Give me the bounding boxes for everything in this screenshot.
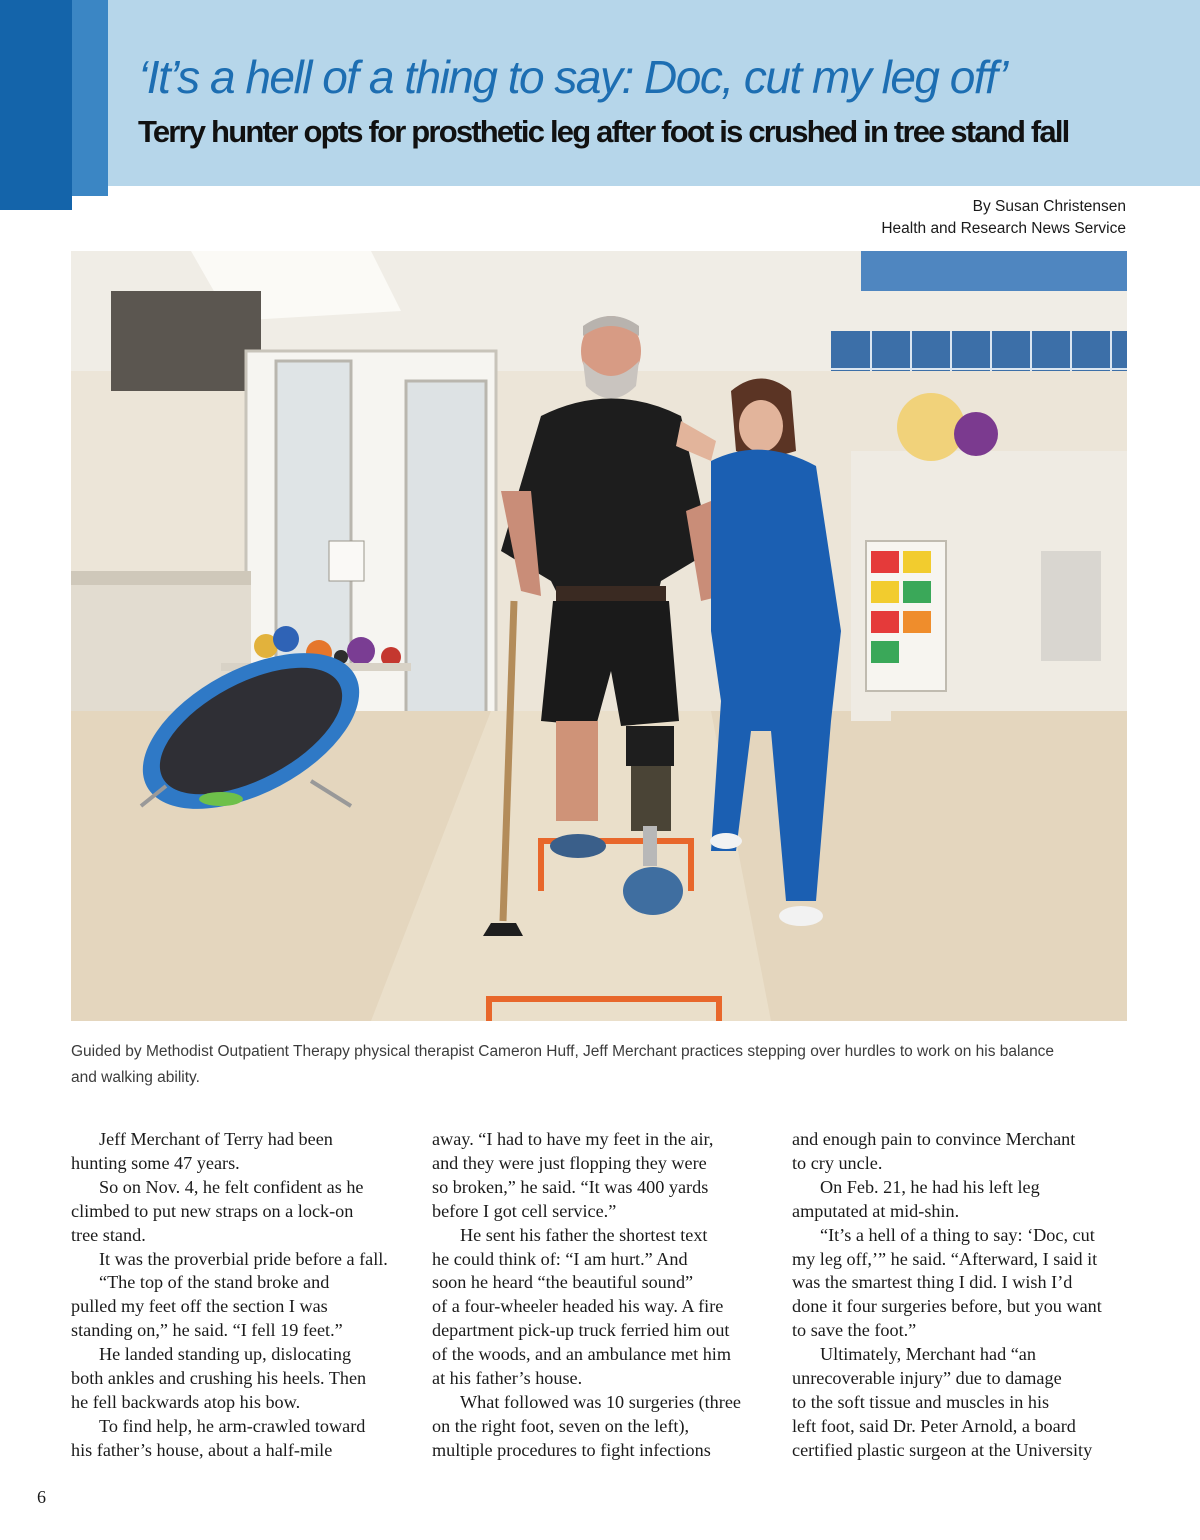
article-text-line: his father’s house, about a half-mile — [71, 1439, 333, 1460]
article-text-line: to the soft tissue and muscles in his — [792, 1391, 1050, 1412]
article-text-line: It was the proverbial pride before a fall. — [99, 1248, 388, 1269]
article-text-line: He landed standing up, dislocating — [99, 1344, 352, 1365]
article-text-line: both ankles and crushing his heels. Then — [71, 1368, 367, 1389]
article-text-line: and they were just flopping they were — [432, 1152, 707, 1173]
article-text-line: done it four surgeries before, but you want — [792, 1296, 1102, 1317]
photo-caption — [71, 1039, 1127, 1091]
byline-organization: Health and Research News Service — [881, 220, 1126, 237]
article-column-1 — [71, 1128, 416, 1463]
article-text-line: on the right foot, seven on the left), — [432, 1415, 690, 1436]
article-column-3 — [792, 1128, 1137, 1463]
caption-line: and walking ability. — [71, 1069, 200, 1086]
article-text-line: unrecoverable injury” due to damage — [792, 1368, 1062, 1389]
article-text-line: of the woods, and an ambulance met him — [432, 1344, 732, 1365]
article-text-line: certified plastic surgeon at the University — [792, 1439, 1093, 1460]
article-text-line: at his father’s house. — [432, 1368, 583, 1389]
article-text-line: was the smartest thing I did. I wish I’d — [792, 1272, 1073, 1293]
article-text-line: so broken,” he said. “It was 400 yards — [432, 1176, 709, 1197]
article-text-line: and enough pain to convince Merchant — [792, 1129, 1076, 1149]
article-text-line: “The top of the stand broke and — [99, 1272, 330, 1293]
article-text-line: tree stand. — [71, 1224, 146, 1245]
article-text-line: pulled my feet off the section I was — [71, 1296, 328, 1317]
header-accent-bar-dark — [0, 0, 72, 210]
byline-author: By Susan Christensen — [972, 198, 1126, 215]
article-text-line: He sent his father the shortest text — [460, 1224, 708, 1245]
article-text-line: Jeff Merchant of Terry had been — [99, 1129, 333, 1149]
article-headline: Terry hunter opts for prosthetic leg after foot is crushed in tree stand fall — [138, 114, 1069, 149]
article-text-line: away. “I had to have my feet in the air, — [432, 1129, 714, 1149]
article-kicker: ‘It’s a hell of a thing to say: Doc, cut my leg off’ — [138, 51, 1007, 103]
article-text-line: On Feb. 21, he had his left leg — [820, 1176, 1040, 1197]
article-text-line: to cry uncle. — [792, 1152, 883, 1173]
article-text-line: So on Nov. 4, he felt confident as he — [99, 1176, 364, 1197]
article-text-line: What followed was 10 surgeries (three — [460, 1391, 741, 1412]
article-text-line: standing on,” he said. “I fell 19 feet.” — [71, 1320, 343, 1341]
article-text-line: To find help, he arm-crawled toward — [99, 1415, 366, 1436]
article-text-line: “It’s a hell of a thing to say: ‘Doc, cut — [820, 1224, 1095, 1245]
article-photo — [71, 251, 1127, 1021]
page-number: 6 — [37, 1487, 46, 1507]
article-text-line: multiple procedures to fight infections — [432, 1439, 711, 1460]
article-text-line: Ultimately, Merchant had “an — [820, 1344, 1036, 1365]
article-text-line: amputated at mid-shin. — [792, 1200, 960, 1221]
article-text-line: to save the foot.” — [792, 1320, 917, 1341]
article-text-line: climbed to put new straps on a lock-on — [71, 1200, 354, 1221]
article-text-line: department pick-up truck ferried him out — [432, 1320, 730, 1341]
caption-line: Guided by Methodist Outpatient Therapy physical therapist Cameron Huff, Jeff Merchant practices stepping over hurdles to work on his balance — [71, 1043, 1055, 1060]
article-text-line: before I got cell service.” — [432, 1200, 617, 1221]
article-text-line: he could think of: “I am hurt.” And — [432, 1248, 688, 1269]
article-text-line: hunting some 47 years. — [71, 1152, 240, 1173]
article-column-2 — [432, 1128, 777, 1463]
article-text-line: left foot, said Dr. Peter Arnold, a board — [792, 1415, 1076, 1436]
therapy-photo-illustration — [71, 251, 1127, 1021]
article-text-line: he fell backwards atop his bow. — [71, 1391, 301, 1412]
article-text-line: my leg off,’” he said. “Afterward, I said it — [792, 1248, 1098, 1269]
article-text-line: of a four-wheeler headed his way. A fire — [432, 1296, 724, 1317]
header-accent-bar-light — [72, 0, 108, 196]
byline — [881, 196, 1126, 240]
article-text-line: soon he heard “the beautiful sound” — [432, 1272, 694, 1293]
